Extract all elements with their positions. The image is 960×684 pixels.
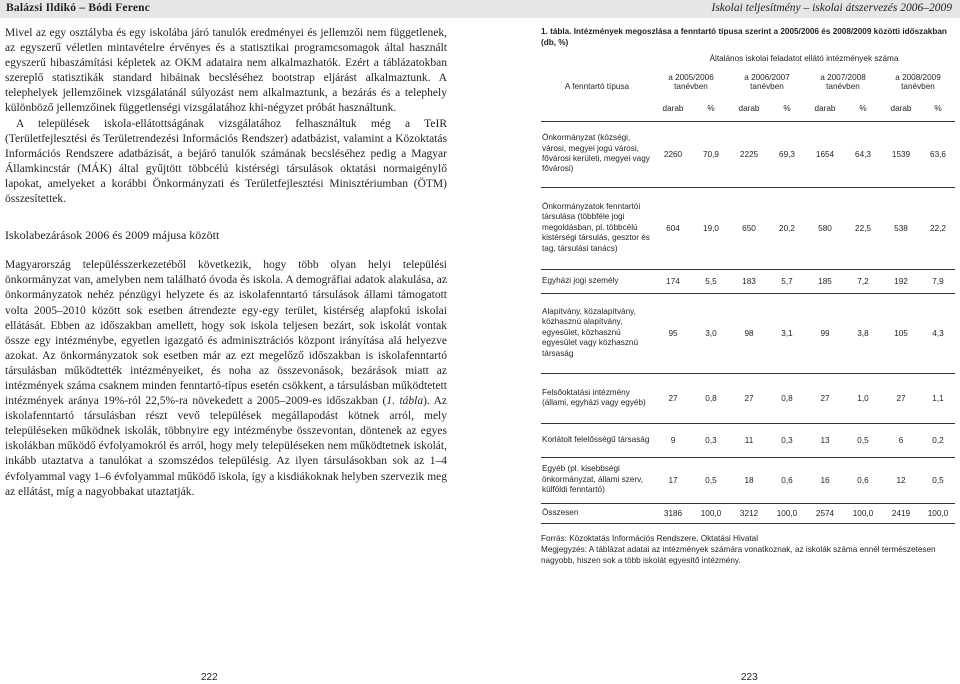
row-value: 100,0: [693, 503, 729, 523]
row-value: 105: [881, 293, 921, 373]
row-value: 183: [729, 269, 769, 293]
row-value: 27: [729, 373, 769, 423]
unit-header: %: [921, 97, 955, 121]
row-value: 18: [729, 457, 769, 503]
row-value: 12: [881, 457, 921, 503]
row-value: 0,3: [693, 423, 729, 457]
row-value: 27: [653, 373, 693, 423]
section-heading: Iskolabezárások 2006 és 2009 májusa között: [5, 228, 220, 243]
table-row: [541, 269, 955, 293]
row-value: 99: [805, 293, 845, 373]
paragraph-3-text-b: ). Az iskolafenntartó társulásban részt vevő települések megállapodást kötnek arról, mely településeken működnek iskolák, többnyire egy intézménybe összevontan, döntenek az egyes iskolákban működő évfolyamokról és arról, hogy mely településeken nem működtetnek iskolát, inkább utaztatva a tanulókat a szomszédos településig. Az ilyen társulásokban sok az 1–4 évfolyammal vagy 1–6 évfolyammal működő iskola, így a kisdiákoknak helyben szervezik meg az ellátást, míg a nagyobbakat utaztatják.: [5, 395, 448, 498]
row-value: 3,1: [769, 293, 805, 373]
table-row: [541, 373, 955, 423]
year-header: a 2007/2008 tanévben: [820, 73, 866, 91]
row-value: 11: [729, 423, 769, 457]
row-value: 2225: [729, 121, 769, 187]
header-title: Iskolai teljesítmény – iskolai átszervezés 2006–2009: [711, 2, 952, 14]
row-value: 22,5: [845, 187, 881, 269]
row-type-label: Felsőoktatási intézmény (állami, egyházi vagy egyéb): [541, 373, 653, 423]
paragraph-2: A települések iskola-ellátottságának vizsgálatához felhasználtuk még a TeIR (Területfejlesztési és Területrendezési Információs Rendszer) adatbázist, valamint a Közoktatás Információs Rendszere adatbázisát, a bejáró tanulók számának becsléséhez pedig a Magyar Államkincstár (MÁK) által gyűjtött többcélú kistérségi társulások oktatási normaigénylő lapokat, amelyeket a korábbi Önkormányzati és Területfejlesztési Minisztériumban (ÖTM) összesítettek.: [5, 117, 447, 206]
row-value: 0,6: [845, 457, 881, 503]
row-value: 3212: [729, 503, 769, 523]
table-row: [541, 187, 955, 269]
row-value: 650: [729, 187, 769, 269]
row-value: 19,0: [693, 187, 729, 269]
row-value: 95: [653, 293, 693, 373]
row-value: 0,2: [921, 423, 955, 457]
row-value: 70,9: [693, 121, 729, 187]
row-value: 27: [881, 373, 921, 423]
row-value: 9: [653, 423, 693, 457]
row-value: 16: [805, 457, 845, 503]
data-table: [541, 53, 955, 524]
year-header: a 2008/2009 tanévben: [895, 73, 941, 91]
row-value: 0,8: [693, 373, 729, 423]
row-value: 2260: [653, 121, 693, 187]
row-value: 63,6: [921, 121, 955, 187]
row-type-label: Egyházi jogi személy: [541, 269, 653, 293]
row-value: 2419: [881, 503, 921, 523]
table-row: [541, 293, 955, 373]
row-value: 69,3: [769, 121, 805, 187]
row-type-label: Egyéb (pl. kisebbségi önkormányzat, állami szerv, külföldi fenntartó): [541, 457, 653, 503]
row-type-label: Önkormányzatok fenntartói társulása (többféle jogi megoldásban, pl. többcélú kistérségi társulás, gesztor és tag, társulási tanács): [541, 187, 653, 269]
row-value: 2574: [805, 503, 845, 523]
row-value: 604: [653, 187, 693, 269]
table-reference: 1. tábla: [386, 395, 424, 408]
page-number-left: 222: [201, 672, 218, 683]
row-value: 538: [881, 187, 921, 269]
row-value: 0,5: [845, 423, 881, 457]
row-value: 0,3: [769, 423, 805, 457]
unit-header: darab: [881, 97, 921, 121]
row-value: 0,8: [769, 373, 805, 423]
unit-header: %: [769, 97, 805, 121]
paragraph-1: Mivel az egy osztályba és egy iskolába járó tanulók eredményei és jellemzői nem függetlenek, az egyszerű véletlen mintavételre érvényes és a statisztikai programcsomagok által használt egyszerű hibaszámítási képletek az OKM adataira nem alkalmazhatók. Ezért a táblázatokban szereplő statisztikák standard hibáinak becsléséhez bootstrap eljárást alkalmaztunk. A telephelyek jellemzőinek vizsgálatánál súlyozást nem alkalmaztunk, a bezárás és a telephely különböző jellemzőinek függetlenségi vizsgálatához khi-négyzet próbát használtunk.: [5, 27, 447, 115]
row-value: 0,5: [693, 457, 729, 503]
row-value: 27: [805, 373, 845, 423]
unit-header: %: [845, 97, 881, 121]
row-type-label: Alapítvány, közalapítvány, közhasznú alapítvány, egyesület, közhasznú egyesület vagy közhasznú társaság: [541, 293, 653, 373]
table-total-row: [541, 503, 955, 523]
row-value: 5,7: [769, 269, 805, 293]
table-row: [541, 121, 955, 187]
row-value: 100,0: [845, 503, 881, 523]
page-header-bar: [0, 0, 960, 18]
row-value: 192: [881, 269, 921, 293]
row-value: 13: [805, 423, 845, 457]
group-header: Általános iskolai feladatot ellátó intézmények száma: [709, 54, 899, 63]
row-value: 100,0: [769, 503, 805, 523]
row-value: 5,5: [693, 269, 729, 293]
table-caption: 1. tábla. Intézmények megoszlása a fenntartó típusa szerint a 2005/2006 és 2008/2009 közötti időszakban (db, %): [541, 27, 947, 47]
row-value: 7,9: [921, 269, 955, 293]
table-body: [541, 121, 955, 523]
row-value: 174: [653, 269, 693, 293]
row-value: 1,0: [845, 373, 881, 423]
row-value: 98: [729, 293, 769, 373]
year-header: a 2006/2007 tanévben: [744, 73, 790, 91]
row-value: 0,6: [769, 457, 805, 503]
row-value: 6: [881, 423, 921, 457]
row-value: 1539: [881, 121, 921, 187]
row-type-label: Korlátolt felelősségű társaság: [541, 423, 653, 457]
row-type-label: Önkormányzat (községi, városi, megyei jogú városi, fővárosi kerületi, megyei vagy fővárosi): [541, 121, 653, 187]
row-value: 185: [805, 269, 845, 293]
table-source: Forrás: Közoktatás Információs Rendszere, Oktatási Hivatal: [541, 533, 759, 543]
unit-header: darab: [729, 97, 769, 121]
row-value: 0,5: [921, 457, 955, 503]
unit-header: %: [693, 97, 729, 121]
year-header: a 2005/2006 tanévben: [668, 73, 714, 91]
paragraph-3: [5, 258, 447, 500]
row-value: 1654: [805, 121, 845, 187]
row-value: 100,0: [921, 503, 955, 523]
row-value: 4,3: [921, 293, 955, 373]
row-value: 3,0: [693, 293, 729, 373]
row-value: 64,3: [845, 121, 881, 187]
row-value: 22,2: [921, 187, 955, 269]
row-value: 3,8: [845, 293, 881, 373]
row-value: 580: [805, 187, 845, 269]
row-value: 7,2: [845, 269, 881, 293]
header-authors: Balázsi Ildikó – Bódi Ferenc: [6, 2, 151, 14]
row-type-label: Összesen: [541, 503, 653, 523]
unit-header: darab: [805, 97, 845, 121]
row-value: 20,2: [769, 187, 805, 269]
table-note: Megjegyzés: A táblázat adatai az intézmények számára vonatkoznak, az iskolák száma ennél természetesen nagyobb, hiszen sok a több iskolát egyesítő intézmény.: [541, 544, 936, 565]
type-header: A fenntartó típusa: [541, 53, 653, 121]
table-row: [541, 457, 955, 503]
row-value: 17: [653, 457, 693, 503]
left-column-text: [5, 26, 447, 500]
row-value: 3186: [653, 503, 693, 523]
table-row: [541, 423, 955, 457]
paragraph-3-text-a: Magyarország településszerkezetéből következik, hogy több olyan helyi települési önkormányzat van, amelyben nem található óvoda és iskola. A demográfiai adatok alakulása, az önkormányzatok nehéz pénzügyi helyzete és az iskolafenntartó társulások állami támogatott volta 2005–2010 között sok esetben átrendezte egy-egy terület, kistérség alapfokú iskolai ellátását. Ebben az időszakban amellett, hogy sok iskola teljesen bezárt, sok iskolát vontak össze egy intézménybe, egyetlen igazgató és adminisztrációs központ irányítása alá helyezve azokat. Az önkormányzatok sok esetben már az ezt megelőző időszakban is iskolafenntartó társulásban működtették intézményeiket, és noha az összevonások, bezárások miatt az intézmények száma csaknem minden fenntartó-típus esetén csökkent, a társulásban működtetett intézmények aránya 19%-ról 22,5%-ra növekedett a 2005–2009-es időszakban (: [5, 259, 447, 408]
right-column-table: [541, 26, 955, 566]
unit-header: darab: [653, 97, 693, 121]
page-number-right: 223: [741, 672, 758, 683]
row-value: 1,1: [921, 373, 955, 423]
